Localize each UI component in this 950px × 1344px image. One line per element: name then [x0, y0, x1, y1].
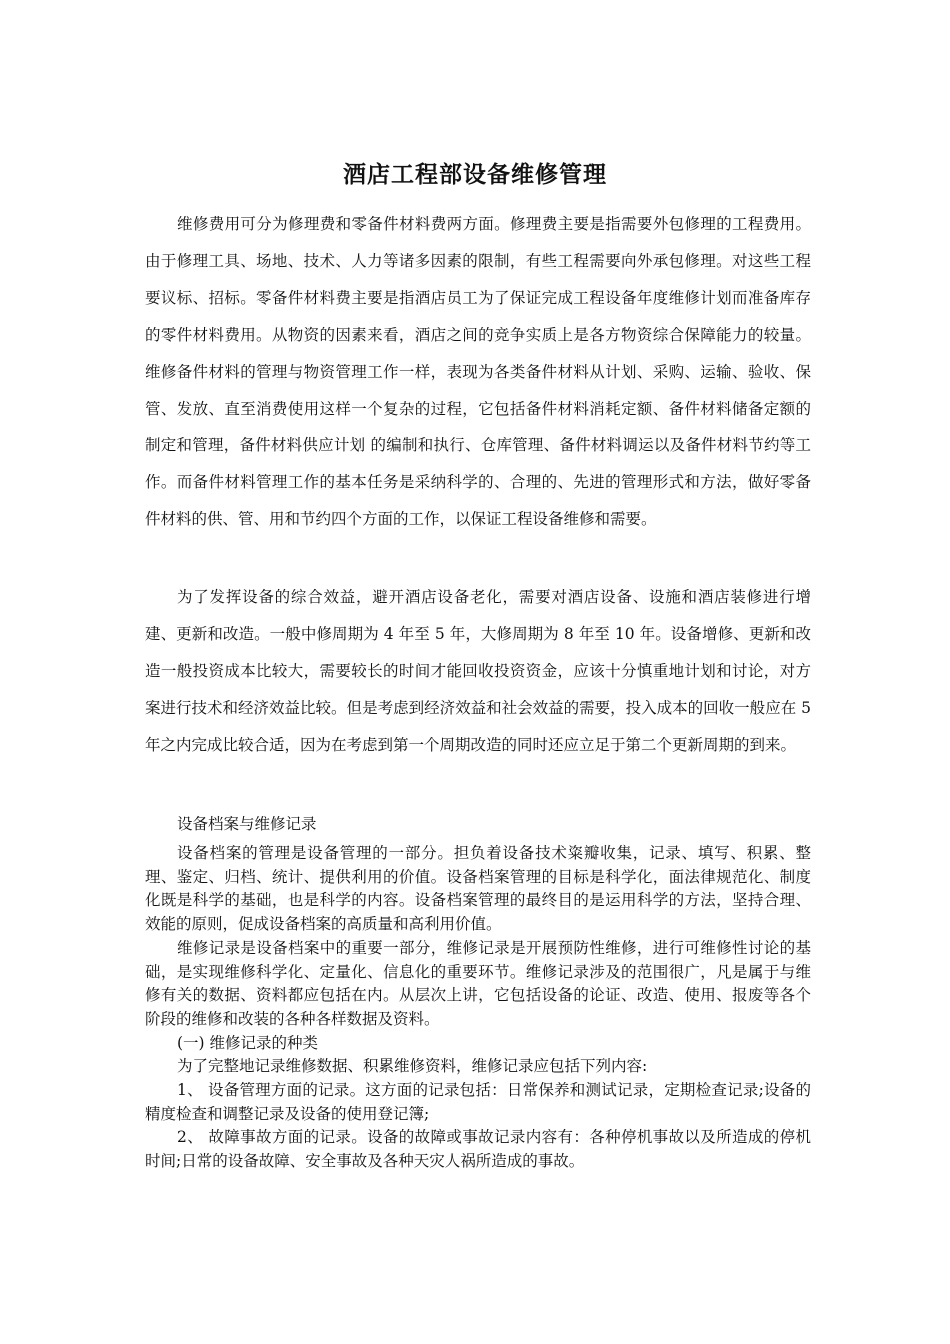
paragraph-equipment-renewal: 为了发挥设备的综合效益，避开酒店设备老化，需要对酒店设备、设施和酒店装修进行增建、更新和改造。一般中修周期为 4 年至 5 年，大修周期为 8 年至 10 年。设备增修、更新和改造一般投资成本比较大，需要较长的时间才能回收投资资金，应该十分慎重地计划和讨论，对方案进行技术和经济效益比较。但是考虑到经济效益和社会效益的需要，投入成本的回收一般应在 5 年之内完成比较合适，因为在考虑到第一个周期改造的同时还应立足于第二个更新周期的到来。 [145, 588, 811, 754]
paragraph-record-contents: 为了完整地记录维修数据、积累维修资料，维修记录应包括下列内容: [177, 1057, 648, 1076]
records-section-body [145, 842, 811, 1174]
list-item-fault-records: 2、 故障事故方面的记录。设备的故障或事故记录内容有：各种停机事故以及所造成的停机时间;日常的设备故障、安全事故及各种天灾人祸所造成的事故。 [145, 1128, 811, 1171]
list-item-management-records: 1、 设备管理方面的记录。这方面的记录包括：日常保养和测试记录，定期检查记录;设备的精度检查和调整记录及设备的使用登记簿; [145, 1081, 811, 1123]
document-title: 酒店工程部设备维修管理 [343, 162, 607, 188]
section-heading: 设备档案与维修记录 [177, 815, 317, 833]
paragraph-maintenance-records: 维修记录是设备档案中的重要一部分，维修记录是开展预防性维修，进行可维修性讨论的基础，是实现维修科学化、定量化、信息化的重要环节。维修记录涉及的范围很广，凡是属于与维修有关的数据、资料都应包括在内。从层次上讲，它包括设备的论证、改造、使用、报废等各个阶段的维修和改装的各种各样数据及资料。 [145, 938, 811, 1028]
paragraph-equipment-archives: 设备档案的管理是设备管理的一部分。担负着设备技术粢瓣收集，记录、填写、积累、整理、鉴定、归档、统计、提供利用的价值。设备档案管理的目标是科学化，面法律规范化、制度化既是科学的基础，也是科学的内容。设备档案管理的最终目的是运用科学的方法，坚持合理、效能的原则，促成设备档案的高质量和高利用价值。 [145, 844, 811, 934]
paragraph-maintenance-costs: 维修费用可分为修理费和零备件材料费两方面。修理费主要是指需要外包修理的工程费用。由于修理工具、场地、技术、人力等诸多因素的限制，有些工程需要向外承包修理。对这些工程要议标、招标。零备件材料费主要是指酒店员工为了保证完成工程设备年度维修计划而准备库存的零件材料费用。从物资的因素来看，酒店之间的竞争实质上是各方物资综合保障能力的较量。维修备件材料的管理与物资管理工作一样，表现为各类备件材料从计划、采购、运输、验收、保管、发放、直至消费使用这样一个复杂的过程，它包括备件材料消耗定额、备件材料储备定额的制定和管理，备件材料供应计划 的编制和执行、仓库管理、备件材料调运以及备件材料节约等工作。而备件材料管理工作的基本任务是采纳科学的、合理的、先进的管理形式和方法，做好零备件材料的供、管、用和节约四个方面的工作，以保证工程设备维修和需要。 [145, 215, 811, 529]
subheading-record-types: (一) 维修记录的种类 [177, 1033, 319, 1052]
